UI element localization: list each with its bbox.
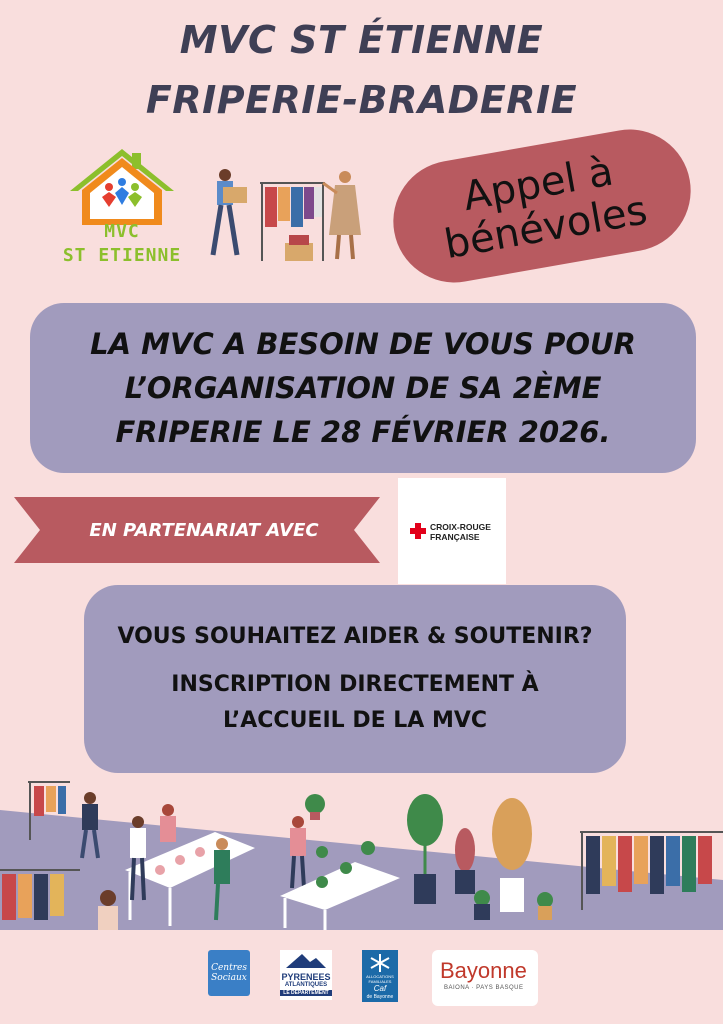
caf-line-2: Caf bbox=[373, 984, 387, 993]
caf-line-3: de Bayonne bbox=[366, 994, 394, 1000]
pyrenees-line-1: PYRENEES bbox=[281, 972, 331, 982]
croix-rouge-line-1: CROIX-ROUGE bbox=[430, 522, 491, 532]
main-message-box bbox=[30, 303, 696, 473]
pyrenees-line-3: LE DÉPARTEMENT bbox=[280, 990, 332, 996]
mvc-logo bbox=[62, 145, 182, 270]
snowflake-icon bbox=[362, 952, 398, 974]
bayonne-name: Bayonne bbox=[440, 958, 527, 983]
caf-logo bbox=[362, 950, 398, 1002]
mountain-icon bbox=[280, 952, 332, 970]
red-cross-icon bbox=[410, 523, 426, 539]
marketplace-illustration bbox=[0, 770, 723, 930]
centres-sociaux-line-2: Sociaux bbox=[211, 973, 247, 983]
logo-text-st-etienne: ST ETIENNE bbox=[62, 245, 182, 266]
bayonne-logo bbox=[432, 950, 538, 1006]
volunteer-callout-text: Appel à bénévoles bbox=[441, 148, 651, 269]
title-line-2: FRIPERIE-BRADERIE bbox=[145, 78, 578, 122]
croix-rouge-line-2: FRANÇAISE bbox=[430, 532, 480, 542]
bayonne-subtitle: BAIONA · PAYS BASQUE bbox=[444, 985, 524, 991]
pyrenees-atlantiques-logo bbox=[280, 950, 332, 1000]
info-help-text: VOUS SOUHAITEZ AIDER & SOUTENIR? bbox=[117, 624, 593, 649]
title-line-1: MVC ST ÉTIENNE bbox=[179, 18, 544, 62]
pyrenees-line-2: ATLANTIQUES bbox=[284, 982, 328, 988]
centres-sociaux-line-1: Centres bbox=[211, 963, 247, 973]
volunteer-callout bbox=[384, 120, 701, 292]
croix-rouge-logo bbox=[398, 478, 506, 584]
info-box bbox=[84, 585, 626, 773]
clothes-rack-illustration bbox=[205, 165, 365, 265]
info-registration-text: INSCRIPTION DIRECTEMENT À L’ACCUEIL DE LA MVC bbox=[171, 672, 539, 733]
centres-sociaux-logo bbox=[208, 950, 250, 996]
partnership-label: EN PARTENARIAT AVEC bbox=[89, 519, 319, 541]
main-message-text: LA MVC A BESOIN DE VOUS POUR L’ORGANISATION DE SA 2ÈME FRIPERIE LE 28 FÉVRIER 2026. bbox=[90, 327, 636, 449]
caf-line-1: ALLOCATIONS FAMILIALES bbox=[366, 974, 394, 984]
partnership-banner bbox=[14, 497, 380, 563]
logo-text-mvc: MVC bbox=[104, 221, 140, 242]
